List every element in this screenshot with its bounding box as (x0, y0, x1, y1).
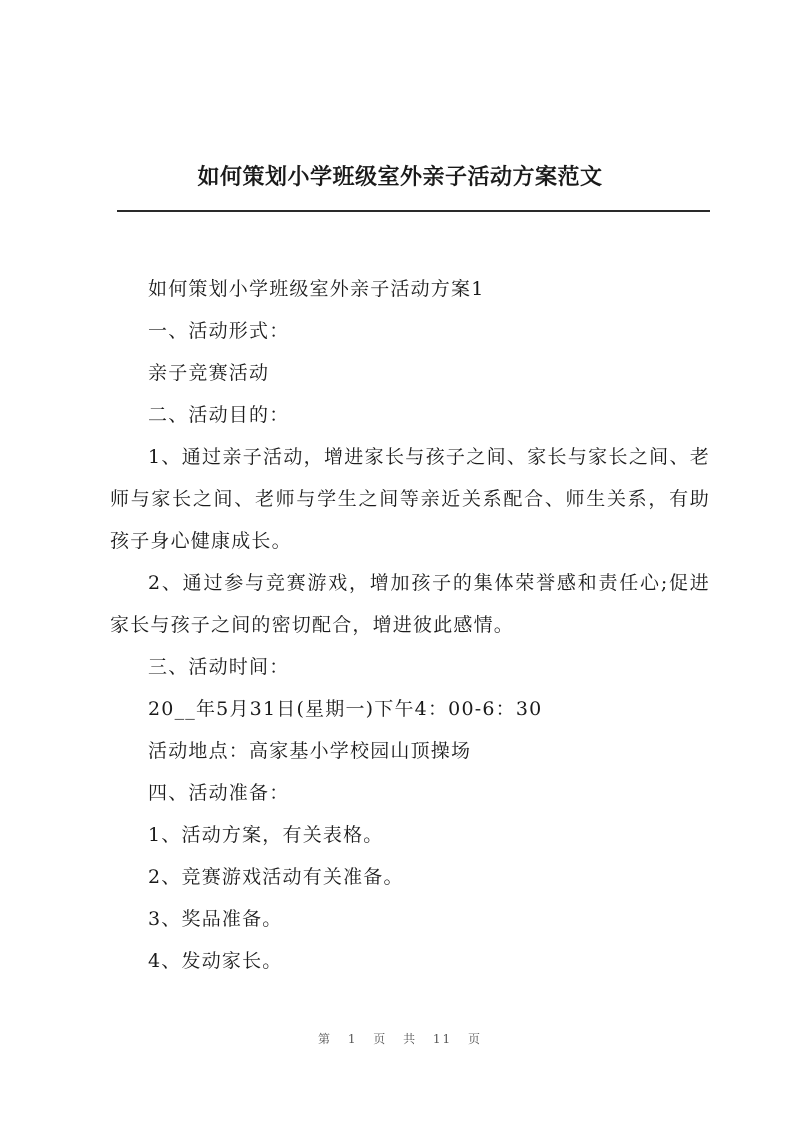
list-item: 1、活动方案，有关表格。 (148, 824, 384, 846)
paragraph: 20__年5月31日(星期一)下午4：00-6：30 (148, 698, 543, 720)
paragraph: 2、通过参与竞赛游戏，增加孩子的集体荣誉感和责任心;促进家长与孩子之间的密切配合，增进彼此感情。 (110, 572, 710, 636)
paragraph: 活动地点：高家基小学校园山顶操场 (148, 740, 472, 762)
section-heading: 三、活动时间： (148, 656, 290, 678)
document-body (110, 268, 710, 982)
document-title: 如何策划小学班级室外亲子活动方案范文 (197, 165, 603, 190)
list-item: 3、奖品准备。 (148, 908, 283, 930)
title-divider (117, 210, 710, 212)
section-heading: 一、活动形式： (148, 320, 290, 342)
list-item: 4、发动家长。 (148, 950, 283, 972)
section-heading: 四、活动准备： (148, 782, 290, 804)
paragraph: 1、通过亲子活动，增进家长与孩子之间、家长与家长之间、老师与家长之间、老师与学生之间等亲近关系配合、师生关系，有助孩子身心健康成长。 (110, 446, 710, 552)
section-heading: 二、活动目的： (148, 404, 290, 426)
paragraph: 亲子竞赛活动 (148, 362, 270, 384)
page-number-footer: 第 1 页 共 11 页 (318, 1032, 482, 1046)
list-item: 2、竞赛游戏活动有关准备。 (148, 866, 404, 888)
section-heading: 如何策划小学班级室外亲子活动方案1 (148, 278, 485, 300)
